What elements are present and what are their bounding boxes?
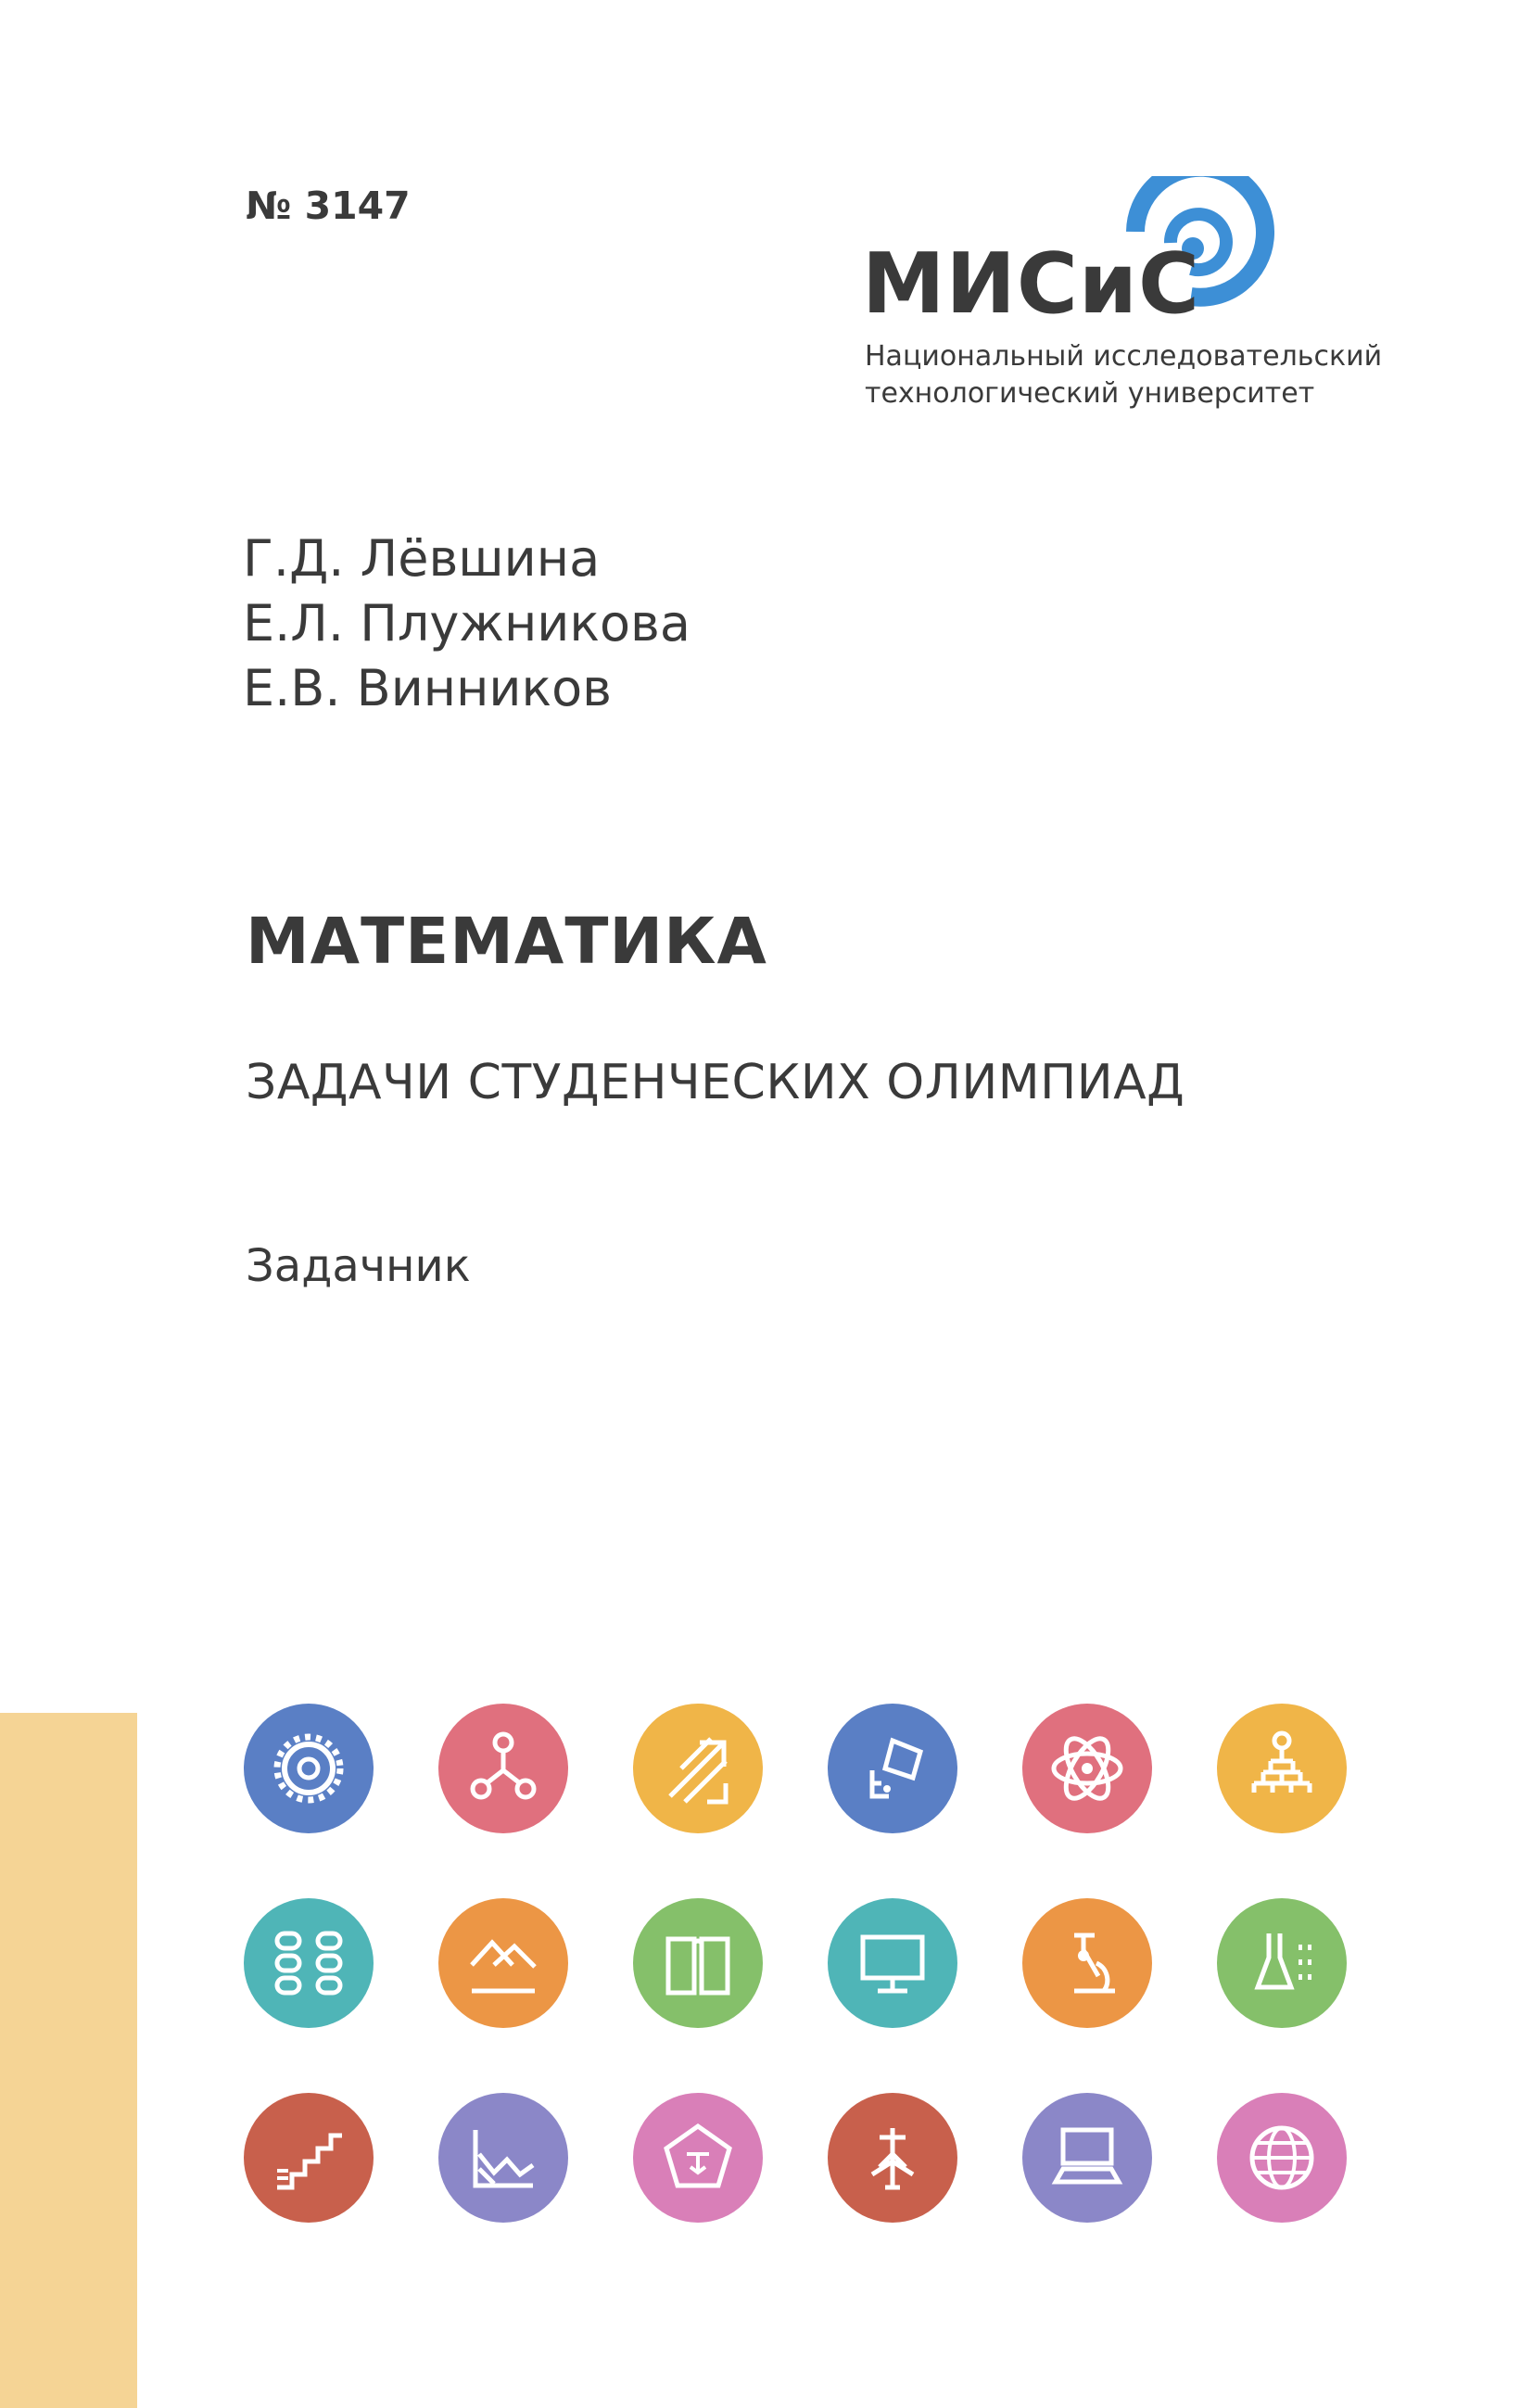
pentagon-icon [633, 2093, 763, 2223]
logo-subtitle-line-1: Национальный исследовательский [865, 340, 1383, 373]
book-title: МАТЕМАТИКА [246, 905, 767, 979]
book-subtitle: ЗАДАЧИ СТУДЕНЧЕСКИХ ОЛИМПИАД [246, 1055, 1185, 1110]
authors-list [243, 526, 690, 721]
microscope-icon [1022, 1898, 1152, 2028]
rocket-icon [828, 2093, 957, 2223]
mountains-icon [438, 1898, 568, 2028]
logo-name: МИСиС [862, 235, 1201, 333]
flask-icon [1217, 1898, 1347, 2028]
author-name: Г.Д. Лёвшина [243, 529, 601, 588]
laptop-icon [1022, 2093, 1152, 2223]
open-book-icon [633, 1898, 763, 2028]
logo-subtitle [865, 338, 1382, 412]
globe-icon [1217, 2093, 1347, 2223]
publication-number: № 3147 [246, 184, 411, 228]
stairs-icon [244, 2093, 374, 2223]
pouring-bucket-icon [828, 1704, 957, 1833]
gear-icon [244, 1704, 374, 1833]
monitor-icon [828, 1898, 957, 2028]
chain-links-icon [244, 1898, 374, 2028]
atom-icon [1022, 1704, 1152, 1833]
author-name: Е.В. Винников [243, 659, 612, 717]
hierarchy-icon [1217, 1704, 1347, 1833]
line-chart-icon [438, 2093, 568, 2223]
arrows-icon [633, 1704, 763, 1833]
decorative-stripe [0, 1713, 137, 2408]
molecule-icon [438, 1704, 568, 1833]
book-kind: Задачник [246, 1240, 471, 1292]
university-logo [857, 176, 1383, 426]
author-name: Е.Л. Плужникова [243, 594, 690, 653]
logo-subtitle-line-2: технологический университет [865, 377, 1315, 410]
